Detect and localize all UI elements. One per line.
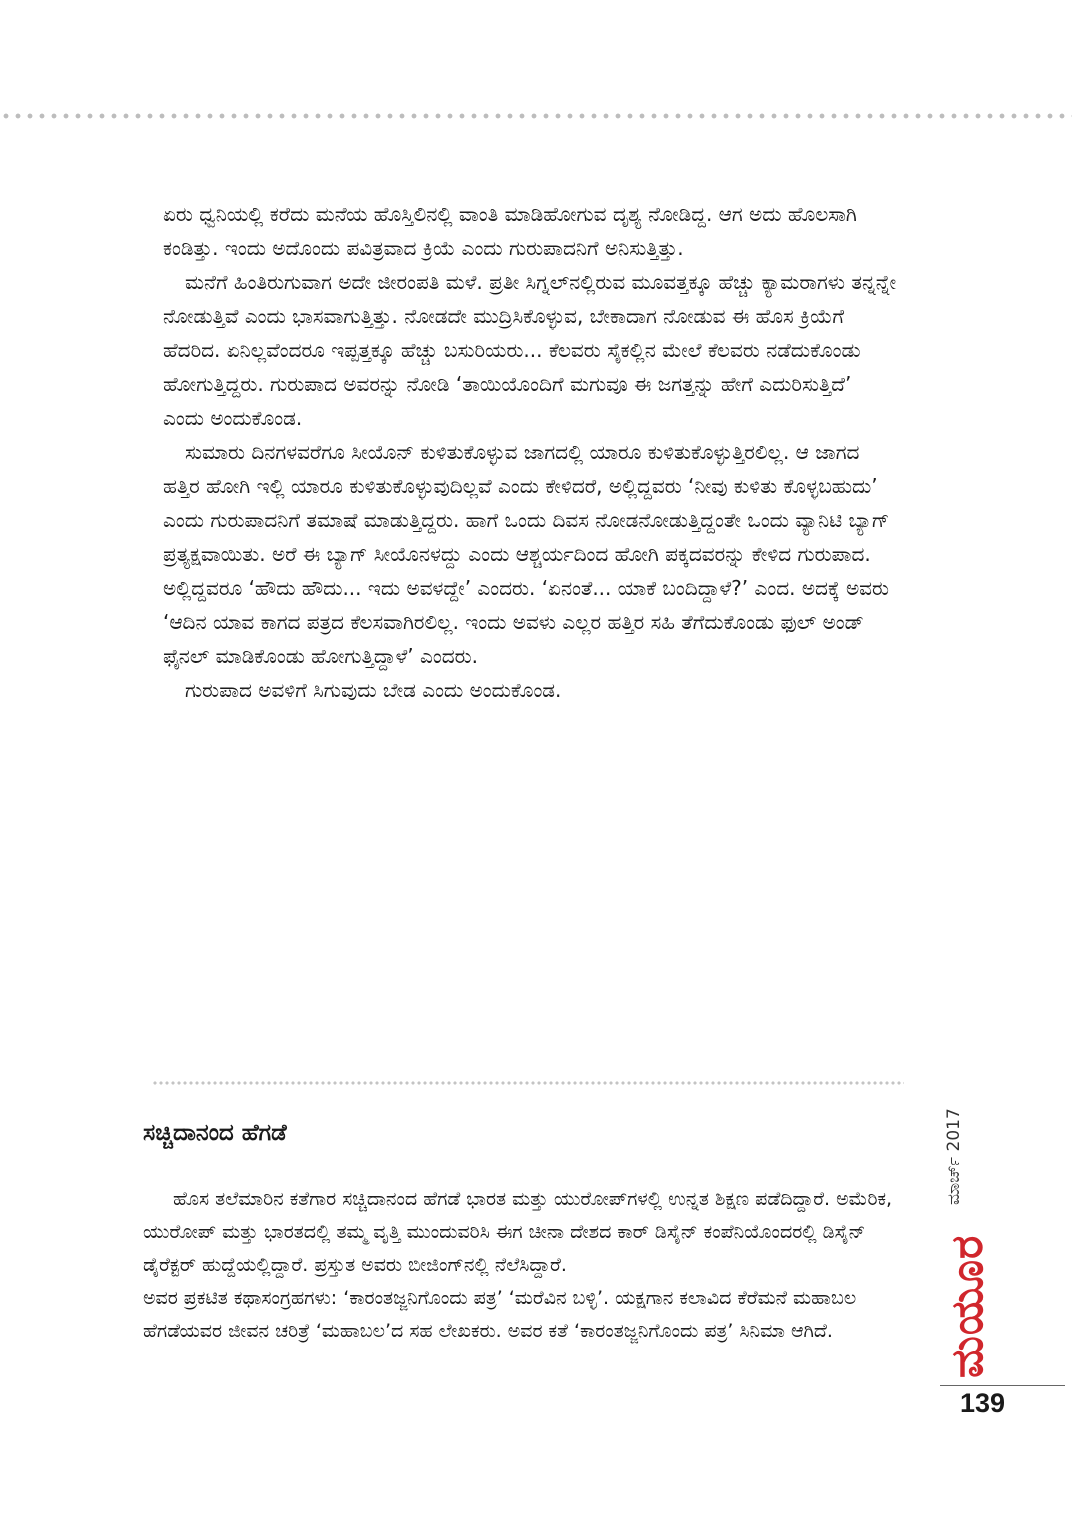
author-bio [143, 1183, 908, 1348]
bio-paragraph: ಅವರ ಪ್ರಕಟಿತ ಕಥಾಸಂಗ್ರಹಗಳು: ‘ಕಾರಂತಜ್ಜನಿಗೊಂದು ಪತ್ರ’ ‘ಮರೆವಿನ ಬಳ್ಳಿ’. ಯಕ್ಷಗಾನ ಕಲಾವಿದ ಕೆರೆಮನೆ ಮಹಾಬಲ ಹೆಗಡೆಯವರ ಜೀವನ ಚರಿತ್ರೆ ‘ಮಹಾಬಲ’ದ ಸಹ ಲೇಖಕರು. ಅವರ ಕತೆ ‘ಕಾರಂತಜ್ಜನಿಗೊಂದು ಪತ್ರ’ ಸಿನಿಮಾ ಆಗಿದೆ. [143, 1287, 857, 1342]
story-paragraph: ಗುರುಪಾದ ಅವಳಿಗೆ ಸಿಗುವುದು ಬೇಡ ಎಂದು ಅಂದುಕೊಂಡ. [185, 678, 562, 702]
page-number: 139 [960, 1388, 1006, 1418]
top-dotted-border [0, 112, 1072, 120]
issue-date: ಮಾರ್ಚ್ 2017 [944, 1108, 964, 1205]
author-name: ಸಚ್ಚಿದಾನಂದ ಹೆಗಡೆ [143, 1120, 287, 1146]
magazine-logo: ಮಯೂರ [942, 1234, 993, 1378]
story-text [163, 197, 898, 707]
story-paragraph: ಸುಮಾರು ದಿನಗಳವರೆಗೂ ಸೀಯೊನ್ ಕುಳಿತುಕೊಳ್ಳುವ ಜಾಗದಲ್ಲಿ ಯಾರೂ ಕುಳಿತುಕೊಳ್ಳುತ್ತಿರಲಿಲ್ಲ. ಆ ಜಾಗದ ಹತ್ತಿರ ಹೋಗಿ ಇಲ್ಲಿ ಯಾರೂ ಕುಳಿತುಕೊಳ್ಳುವುದಿಲ್ಲವೆ ಎಂದು ಕೇಳಿದರೆ, ಅಲ್ಲಿದ್ದವರು ‘ನೀವು ಕುಳಿತು ಕೊಳ್ಳಬಹುದು’ ಎಂದು ಗುರುಪಾದನಿಗೆ ತಮಾಷೆ ಮಾಡುತ್ತಿದ್ದರು. ಹಾಗೆ ಒಂದು ದಿವಸ ನೋಡನೋಡುತ್ತಿದ್ದಂತೇ ಒಂದು ವ್ಯಾನಿಟಿ ಬ್ಯಾಗ್ ಪ್ರತ್ಯಕ್ಷವಾಯಿತು. ಅರೆ ಈ ಬ್ಯಾಗ್ ಸೀಯೊನಳದ್ದು ಎಂದು ಆಶ್ಚರ್ಯದಿಂದ ಹೋಗಿ ಪಕ್ಕದವರನ್ನು ಕೇಳಿದ ಗುರುಪಾದ. ಅಲ್ಲಿದ್ದವರೂ ‘ಹೌದು ಹೌದು... ಇದು ಅವಳದ್ದೇ’ ಎಂದರು. ‘ಏನಂತೆ... ಯಾಕೆ ಬಂದಿದ್ದಾಳೆ?’ ಎಂದ. ಅದಕ್ಕೆ ಅವರು ‘ಆದಿನ ಯಾವ ಕಾಗದ ಪತ್ರದ ಕೆಲಸವಾಗಿರಲಿಲ್ಲ. ಇಂದು ಅವಳು ಎಲ್ಲರ ಹತ್ತಿರ ಸಹಿ ತೆಗೆದುಕೊಂಡು ಫುಲ್ ಅಂಡ್ ಫೈನಲ್ ಮಾಡಿಕೊಂಡು ಹೋಗುತ್ತಿದ್ದಾಳೆ’ ಎಂದರು. [163, 440, 890, 668]
story-paragraph: ಏರು ಧ್ವನಿಯಲ್ಲಿ ಕರೆದು ಮನೆಯ ಹೊಸ್ತಿಲಿನಲ್ಲಿ ವಾಂತಿ ಮಾಡಿಹೋಗುವ ದೃಶ್ಯ ನೋಡಿದ್ದ. ಆಗ ಅದು ಹೊಲಸಾಗಿ ಕಂಡಿತ್ತು. ಇಂದು ಅದೊಂದು ಪವಿತ್ರವಾದ ಕ್ರಿಯೆ ಎಂದು ಗುರುಪಾದನಿಗೆ ಅನಿಸುತ್ತಿತ್ತು. [163, 202, 857, 260]
bio-paragraph: ಹೊಸ ತಲೆಮಾರಿನ ಕತೆಗಾರ ಸಚ್ಚಿದಾನಂದ ಹೆಗಡೆ ಭಾರತ ಮತ್ತು ಯುರೋಪ್‌ಗಳಲ್ಲಿ ಉನ್ನತ ಶಿಕ್ಷಣ ಪಡೆದಿದ್ದಾರೆ. ಅಮೆರಿಕ, ಯುರೋಪ್ ಮತ್ತು ಭಾರತದಲ್ಲಿ ತಮ್ಮ ವೃತ್ತಿ ಮುಂದುವರಿಸಿ ಈಗ ಚೀನಾ ದೇಶದ ಕಾರ್ ಡಿಸೈನ್ ಕಂಪೆನಿಯೊಂದರಲ್ಲಿ ಡಿಸೈನ್ ಡೈರೆಕ್ಟರ್ ಹುದ್ದೆಯಲ್ಲಿದ್ದಾರೆ. ಪ್ರಸ್ತುತ ಅವರು ಬೀಜಿಂಗ್‌ನಲ್ಲಿ ನೆಲೆಸಿದ್ದಾರೆ. [143, 1188, 893, 1276]
page-number-rule [940, 1385, 1065, 1386]
story-paragraph: ಮನೆಗೆ ಹಿಂತಿರುಗುವಾಗ ಅದೇ ಜೀರಂಪತಿ ಮಳೆ. ಪ್ರತೀ ಸಿಗ್ನಲ್‌ನಲ್ಲಿರುವ ಮೂವತ್ತಕ್ಕೂ ಹೆಚ್ಚು ಕ್ಯಾಮರಾಗಳು ತನ್ನನ್ನೇ ನೋಡುತ್ತಿವೆ ಎಂದು ಭಾಸವಾಗುತ್ತಿತ್ತು. ನೋಡದೇ ಮುದ್ರಿಸಿಕೊಳ್ಳುವ, ಬೇಕಾದಾಗ ನೋಡುವ ಈ ಹೊಸ ಕ್ರಿಯೆಗೆ ಹೆದರಿದ. ಏನಿಲ್ಲವೆಂದರೂ ಇಪ್ಪತ್ತಕ್ಕೂ ಹೆಚ್ಚು ಬಸುರಿಯರು... ಕೆಲವರು ಸೈಕಲ್ಲಿನ ಮೇಲೆ ಕೆಲವರು ನಡೆದುಕೊಂಡು ಹೋಗುತ್ತಿದ್ದರು. ಗುರುಪಾದ ಅವರನ್ನು ನೋಡಿ ‘ತಾಯಿಯೊಂದಿಗೆ ಮಗುವೂ ಈ ಜಗತ್ತನ್ನು ಹೇಗೆ ಎದುರಿಸುತ್ತಿದೆ’ ಎಂದು ಅಂದುಕೊಂಡ. [163, 270, 897, 430]
section-divider [152, 1080, 904, 1086]
